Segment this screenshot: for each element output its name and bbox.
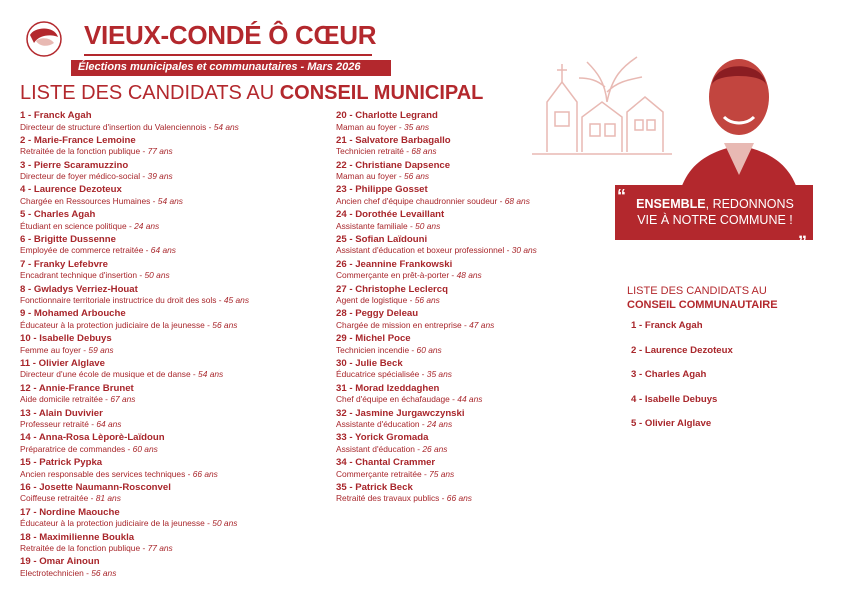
candidate-role [336, 419, 616, 430]
candidate-age: 26 ans [422, 443, 448, 454]
candidate-occupation: Assistant d'éducation - [336, 443, 423, 454]
communautaire-candidate: 1 - Franck Agah [631, 320, 703, 331]
candidate-age: 24 ans [426, 419, 453, 430]
candidate-name: 28 - Peggy Deleau [336, 308, 419, 320]
heart-logo-icon [20, 21, 68, 57]
candidate-entry [336, 457, 616, 482]
candidate-role [336, 444, 616, 455]
candidate-name: 24 - Dorothée Levaillant [336, 209, 445, 221]
candidate-name: 18 - Maximilienne Boukla [20, 531, 135, 543]
candidate-entry [336, 333, 616, 358]
candidate-occupation: Maman au foyer - [336, 121, 404, 132]
candidate-age: 47 ans [469, 319, 495, 330]
candidate-occupation: Agent de logistique - [336, 295, 415, 306]
candidate-role [20, 295, 330, 306]
candidate-role [20, 469, 330, 480]
town-illustration [527, 42, 677, 162]
candidate-age: 81 ans [95, 493, 121, 504]
candidate-entry [336, 209, 616, 234]
candidate-name: 22 - Christiane Dapsence [336, 159, 451, 171]
candidate-role [336, 493, 616, 504]
candidate-entry [20, 532, 330, 557]
candidate-occupation: Ancien responsable des services techniques - [20, 468, 193, 479]
candidate-occupation: Retraitée de la fonction publique - [20, 146, 148, 157]
candidate-occupation: Ancien chef d'équipe chaudronnier soudeur - [336, 195, 505, 206]
candidate-entry [336, 408, 616, 433]
candidate-role [20, 270, 330, 281]
candidate-entry [20, 432, 330, 457]
candidates-column-1 [20, 110, 330, 581]
candidate-name: 32 - Jasmine Jurgawczynski [336, 407, 465, 419]
candidate-role [20, 171, 330, 182]
communautaire-candidate: 4 - Isabelle Debuys [631, 393, 718, 405]
candidate-age: 48 ans [456, 270, 482, 281]
candidate-name: 25 - Sofian Laïdouni [336, 233, 428, 245]
candidate-role [20, 444, 330, 455]
candidate-name: 33 - Yorick Gromada [336, 432, 429, 444]
candidate-occupation: Retraité des travaux publics - [336, 493, 447, 504]
candidate-name: 5 - Charles Agah [20, 209, 96, 221]
candidate-entry [20, 308, 330, 333]
candidate-age: 54 ans [157, 195, 183, 206]
slogan-line2: VIE À NOTRE COMMUNE ! [637, 213, 793, 227]
candidate-age: 68 ans [504, 195, 530, 206]
candidate-occupation: Chargée de mission en entreprise - [336, 319, 470, 330]
candidate-entry [20, 160, 330, 185]
candidate-name: 15 - Patrick Pypka [20, 457, 103, 469]
candidate-name: 3 - Pierre Scaramuzzino [20, 159, 129, 171]
candidate-age: 60 ans [416, 344, 442, 355]
candidate-age: 77 ans [147, 146, 173, 157]
candidate-occupation: Directeur d'une école de musique et de danse - [20, 369, 199, 380]
candidate-name: 31 - Morad Izeddaghen [336, 382, 440, 394]
candidate-age: 75 ans [429, 468, 455, 479]
candidate-role [20, 221, 330, 232]
candidate-age: 35 ans [403, 121, 430, 132]
slogan-text [625, 196, 805, 228]
candidate-role [20, 568, 330, 579]
slogan-bold: ENSEMBLE [636, 197, 706, 211]
communautaire-heading-line1: LISTE DES CANDIDATS AU [627, 285, 767, 297]
election-subtitle: Élections municipales et communautaires - Mars 2026 [78, 61, 361, 73]
candidate-role [336, 221, 616, 232]
candidate-role [20, 320, 330, 331]
candidate-entry [20, 209, 330, 234]
candidate-name: 16 - Josette Naumann-Rosconvel [20, 481, 171, 493]
brand-underline [84, 54, 372, 56]
candidate-role [20, 345, 330, 356]
candidate-entry [20, 556, 330, 581]
candidate-occupation: Assistante d'éducation - [336, 419, 427, 430]
candidate-age: 59 ans [88, 344, 114, 355]
candidate-entry [20, 110, 330, 135]
candidate-age: 66 ans [192, 468, 218, 479]
candidate-occupation: Éducatrice spécialisée - [336, 369, 427, 380]
candidate-role [20, 543, 330, 554]
candidate-age: 77 ans [147, 543, 173, 554]
candidate-entry [20, 482, 330, 507]
candidate-occupation: Préparatrice de commandes - [20, 443, 133, 454]
communautaire-heading-line2: CONSEIL COMMUNAUTAIRE [627, 299, 778, 311]
candidate-name: 8 - Gwladys Verriez-Houat [20, 283, 138, 295]
candidate-role [336, 295, 616, 306]
candidate-role [336, 345, 616, 356]
candidate-age: 45 ans [223, 295, 250, 306]
candidate-entry [20, 259, 330, 284]
candidate-occupation: Chargée en Ressources Humaines - [20, 195, 158, 206]
communautaire-candidate: 5 - Olivier Alglave [631, 418, 712, 429]
candidate-role [20, 245, 330, 256]
candidate-entry [336, 259, 616, 284]
candidate-name: 23 - Philippe Gosset [336, 184, 428, 196]
candidate-age: 54 ans [213, 121, 239, 132]
candidate-name: 14 - Anna-Rosa Lèporè-Laïdoun [20, 432, 165, 444]
candidate-age: 54 ans [198, 369, 224, 380]
candidate-occupation: Chef d'équipe en échafaudage - [336, 394, 458, 405]
candidate-name: 4 - Laurence Dezoteux [20, 184, 122, 196]
candidate-occupation: Éducateur à la protection judiciaire de la jeunesse - [20, 518, 213, 529]
candidate-role [20, 196, 330, 207]
candidate-name: 17 - Nordine Maouche [20, 506, 120, 518]
candidate-occupation: Aide domicile retraitée - [20, 394, 111, 405]
candidate-age: 30 ans [511, 245, 537, 256]
candidate-occupation: Retraitée de la fonction publique - [20, 543, 148, 554]
candidate-age: 50 ans [144, 270, 170, 281]
candidate-name: 26 - Jeannine Frankowski [336, 258, 453, 270]
candidate-occupation: Maman au foyer - [336, 171, 404, 182]
candidate-entry [336, 308, 616, 333]
candidate-name: 6 - Brigitte Dussenne [20, 233, 116, 245]
candidate-role [336, 196, 616, 207]
candidate-occupation: Employée de commerce retraitée - [20, 245, 151, 256]
candidate-age: 67 ans [110, 394, 136, 405]
open-quote-mark: “ [617, 186, 626, 206]
candidate-entry [20, 457, 330, 482]
candidate-occupation: Étudiant en science politique - [20, 220, 135, 231]
candidate-age: 66 ans [446, 493, 472, 504]
candidate-entry [336, 383, 616, 408]
candidate-entry [336, 284, 616, 309]
candidate-entry [20, 383, 330, 408]
candidate-entry [336, 358, 616, 383]
candidate-name: 7 - Franky Lefebvre [20, 258, 108, 270]
candidate-name: 11 - Olivier Alglave [20, 357, 105, 369]
communautaire-candidate: 3 - Charles Agah [631, 369, 707, 380]
candidate-entry [20, 234, 330, 259]
candidate-age: 24 ans [134, 220, 160, 231]
candidate-entry [20, 184, 330, 209]
candidate-role [20, 394, 330, 405]
candidate-age: 64 ans [96, 419, 122, 430]
municipal-list-heading [20, 82, 483, 105]
candidate-occupation: Femme au foyer - [20, 344, 89, 355]
candidate-occupation: Assistant d'éducation et boxeur professionnel - [336, 245, 512, 256]
candidate-entry [20, 333, 330, 358]
candidate-occupation: Professeur retraité - [20, 419, 97, 430]
candidate-name: 34 - Chantal Crammer [336, 457, 436, 469]
candidate-age: 56 ans [91, 567, 117, 578]
candidate-occupation: Directeur de structure d'insertion du Valenciennois - [20, 121, 214, 132]
candidate-age: 64 ans [150, 245, 176, 256]
close-quote-mark: „ [798, 222, 807, 242]
candidate-role [336, 245, 616, 256]
candidate-name: 27 - Christophe Leclercq [336, 283, 448, 295]
candidate-entry [20, 135, 330, 160]
candidate-role [336, 469, 616, 480]
candidate-age: 56 ans [212, 319, 238, 330]
candidate-occupation: Encadrant technique d'insertion - [20, 270, 145, 281]
candidate-name: 21 - Salvatore Barbagallo [336, 134, 451, 146]
candidate-occupation: Technicien incendie - [336, 344, 417, 355]
candidate-name: 1 - Franck Agah [20, 110, 92, 121]
candidate-role [336, 369, 616, 380]
candidate-name: 35 - Patrick Beck [336, 481, 413, 493]
candidate-occupation: Commerçante en prêt-à-porter - [336, 270, 457, 281]
candidate-occupation: Assistante familiale - [336, 220, 416, 231]
candidate-age: 35 ans [426, 369, 452, 380]
candidate-occupation: Coiffeuse retraitée - [20, 493, 96, 504]
candidates-column-2 [336, 110, 616, 507]
candidate-role [20, 518, 330, 529]
candidate-name: 13 - Alain Duvivier [20, 407, 103, 419]
candidate-role [336, 320, 616, 331]
candidate-occupation: Commerçante retraitée - [336, 468, 430, 479]
candidate-entry [336, 482, 616, 507]
candidate-age: 56 ans [403, 171, 430, 182]
brand-title: VIEUX-CONDÉ Ô CŒUR [84, 20, 377, 50]
candidate-role [20, 493, 330, 504]
candidate-name: 19 - Omar Ainoun [20, 556, 100, 568]
candidate-occupation: Fonctionnaire territoriale instructrice du droit des sols - [20, 295, 224, 306]
slogan-line1-rest: , REDONNONS [705, 197, 794, 211]
candidate-age: 39 ans [147, 171, 173, 182]
candidate-age: 56 ans [414, 295, 440, 306]
candidate-entry [20, 358, 330, 383]
candidate-name: 29 - Michel Poce [336, 333, 411, 345]
candidate-entry [20, 507, 330, 532]
candidate-entry [20, 408, 330, 433]
candidate-entry [336, 184, 616, 209]
candidate-age: 60 ans [132, 443, 158, 454]
heading-light: LISTE DES CANDIDATS AU [20, 82, 280, 104]
candidate-entry [336, 234, 616, 259]
candidate-occupation: Éducateur à la protection judiciaire de la jeunesse - [20, 319, 213, 330]
candidate-role [336, 171, 616, 182]
candidate-name: 30 - Julie Beck [336, 357, 403, 369]
candidate-occupation: Directeur de foyer médico-social - [20, 171, 148, 182]
candidate-age: 50 ans [212, 518, 238, 529]
candidate-role [20, 122, 330, 133]
candidate-name: 2 - Marie-France Lemoine [20, 134, 136, 146]
candidate-entry [20, 284, 330, 309]
candidate-name: 10 - Isabelle Debuys [20, 333, 112, 345]
communautaire-candidate: 2 - Laurence Dezoteux [631, 344, 733, 356]
candidate-entry [336, 432, 616, 457]
communautaire-list [631, 320, 821, 443]
candidate-entry [336, 160, 616, 185]
candidate-role [20, 146, 330, 157]
candidate-role [336, 270, 616, 281]
candidate-age: 50 ans [415, 220, 441, 231]
candidate-occupation: Electrotechnicien - [20, 567, 92, 578]
candidate-role [20, 419, 330, 430]
candidate-name: 9 - Mohamed Arbouche [20, 308, 126, 320]
heading-bold: CONSEIL MUNICIPAL [279, 82, 484, 104]
candidate-age: 68 ans [411, 146, 437, 157]
candidate-role [336, 394, 616, 405]
candidate-occupation: Technicien retraité - [336, 146, 412, 157]
candidate-role [20, 369, 330, 380]
candidate-name: 12 - Annie-France Brunet [20, 382, 134, 394]
candidate-name: 20 - Charlotte Legrand [336, 110, 438, 121]
candidate-age: 44 ans [457, 394, 483, 405]
